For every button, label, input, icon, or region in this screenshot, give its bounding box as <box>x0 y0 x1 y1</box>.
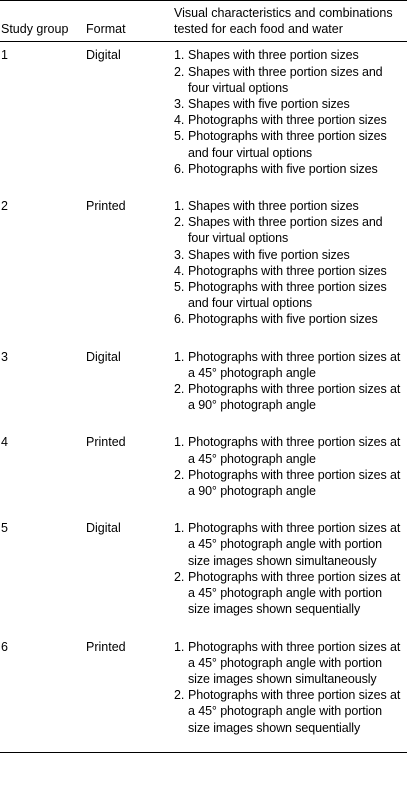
item-number: 3. <box>174 97 185 112</box>
visual-characteristics-cell <box>174 429 407 515</box>
study-group-cell: 6 <box>1 639 8 654</box>
item-text: Shapes with three portion sizes <box>188 199 359 214</box>
format-cell: Digital <box>86 521 121 536</box>
combination-item <box>174 381 407 413</box>
header-row <box>0 1 407 42</box>
combination-item <box>174 434 407 466</box>
item-text: Photographs with three portion sizes at a 90° photograph angle <box>188 467 401 499</box>
combination-item <box>174 569 407 618</box>
combination-list <box>174 47 407 177</box>
combination-list <box>174 434 407 499</box>
combination-item <box>174 639 407 688</box>
item-text: Shapes with three portion sizes and four virtual options <box>188 64 383 95</box>
item-text: Photographs with three portion sizes at a 45° photograph angle with portion size images shown sequentially <box>188 569 401 617</box>
item-number: 2. <box>174 688 185 703</box>
visual-characteristics-cell <box>174 515 407 633</box>
header-format: Format <box>86 22 126 37</box>
visual-characteristics-cell <box>174 634 407 753</box>
item-text: Photographs with three portion sizes and four virtual options <box>188 280 387 311</box>
item-number: 6. <box>174 312 185 327</box>
format-cell: Printed <box>86 639 126 654</box>
combination-list <box>174 198 407 328</box>
visual-characteristics-cell <box>174 42 407 193</box>
item-number: 1. <box>174 521 185 536</box>
table-row <box>0 344 407 430</box>
combination-item <box>174 687 407 736</box>
study-group-cell: 1 <box>1 48 8 63</box>
item-text: Photographs with three portion sizes at a 45° photograph angle with portion size images shown sequentially <box>188 688 401 735</box>
study-group-cell: 4 <box>1 435 8 450</box>
item-number: 4. <box>174 263 185 278</box>
table-row <box>0 193 407 344</box>
table-body <box>0 42 407 752</box>
combination-list <box>174 520 407 617</box>
item-number: 1. <box>174 199 185 214</box>
combination-item <box>174 47 407 63</box>
item-text: Photographs with five portion sizes <box>188 161 378 176</box>
header-visual-characteristics: Visual characteristics and combinations tested for each food and water <box>174 6 393 37</box>
combination-item <box>174 161 407 177</box>
item-number: 3. <box>174 247 185 262</box>
item-text: Photographs with five portion sizes <box>188 312 378 327</box>
format-cell: Printed <box>86 199 126 214</box>
combination-item <box>174 112 407 128</box>
combination-item <box>174 279 407 311</box>
combination-item <box>174 214 407 246</box>
combination-item <box>174 128 407 160</box>
visual-characteristics-cell <box>174 193 407 344</box>
item-number: 2. <box>174 382 185 397</box>
table-row <box>0 42 407 193</box>
combination-list <box>174 349 407 414</box>
table-row <box>0 429 407 515</box>
header-study-group: Study group <box>1 22 69 37</box>
item-text: Photographs with three portion sizes <box>188 263 387 278</box>
item-text: Shapes with three portion sizes and four virtual options <box>188 215 383 246</box>
combination-item <box>174 349 407 381</box>
study-group-cell: 3 <box>1 349 8 364</box>
item-text: Photographs with three portion sizes at a 45° photograph angle with portion size images shown simultaneously <box>188 521 401 568</box>
item-number: 4. <box>174 113 185 128</box>
format-cell: Digital <box>86 349 121 364</box>
study-group-cell: 2 <box>1 199 8 214</box>
study-group-cell: 5 <box>1 521 8 536</box>
item-number: 1. <box>174 349 185 364</box>
visual-characteristics-cell <box>174 344 407 430</box>
item-number: 1. <box>174 639 185 654</box>
item-number: 2. <box>174 467 185 482</box>
combination-item <box>174 247 407 263</box>
item-text: Photographs with three portion sizes <box>188 113 387 128</box>
combination-item <box>174 467 407 499</box>
combination-item <box>174 64 407 96</box>
item-text: Photographs with three portion sizes at a 45° photograph angle with portion size images shown simultaneously <box>188 639 401 686</box>
item-number: 1. <box>174 48 185 63</box>
item-text: Photographs with three portion sizes and four virtual options <box>188 129 387 160</box>
combination-item <box>174 198 407 214</box>
item-text: Photographs with three portion sizes at a 45° photograph angle <box>188 349 401 380</box>
format-cell: Digital <box>86 48 121 63</box>
item-text: Photographs with three portion sizes at a 45° photograph angle <box>188 435 401 466</box>
item-text: Shapes with five portion sizes <box>188 247 350 262</box>
item-number: 6. <box>174 161 185 176</box>
format-cell: Printed <box>86 435 126 450</box>
item-number: 5. <box>174 280 185 295</box>
combination-item <box>174 96 407 112</box>
combination-item <box>174 520 407 569</box>
combination-list <box>174 639 407 736</box>
item-text: Photographs with three portion sizes at a 90° photograph angle <box>188 382 401 413</box>
item-text: Shapes with five portion sizes <box>188 97 350 112</box>
item-number: 2. <box>174 569 185 584</box>
item-text: Shapes with three portion sizes <box>188 48 359 63</box>
item-number: 5. <box>174 129 185 144</box>
table-row <box>0 634 407 753</box>
item-number: 1. <box>174 435 185 450</box>
combination-item <box>174 263 407 279</box>
item-number: 2. <box>174 215 185 230</box>
table-row <box>0 515 407 633</box>
table-header <box>0 1 407 42</box>
item-number: 2. <box>174 64 185 79</box>
combination-item <box>174 311 407 327</box>
